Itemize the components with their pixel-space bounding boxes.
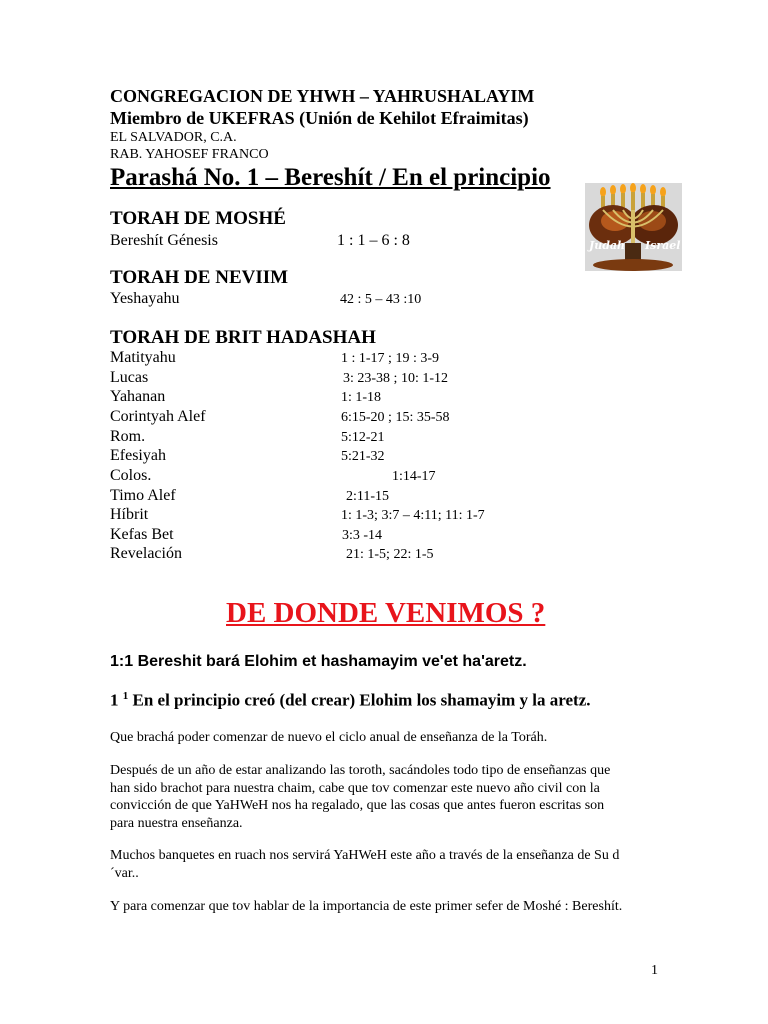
brit-ref: 1: 1-3; 3:7 – 4:11; 11: 1-7 bbox=[341, 508, 485, 523]
verse-superscript: 1 bbox=[122, 690, 129, 702]
congregation-name: CONGREGACION DE YHWH – YAHRUSHALAYIM bbox=[110, 86, 535, 106]
main-title: DE DONDE VENIMOS ? bbox=[226, 597, 546, 629]
brit-book: Yahanan bbox=[110, 388, 166, 405]
brit-ref: 5:12-21 bbox=[341, 430, 385, 445]
torah-book: Bereshít Génesis bbox=[110, 232, 218, 249]
brit-book: Timo Alef bbox=[110, 487, 176, 504]
brit-book: Lucas bbox=[110, 369, 149, 386]
brit-book: Revelación bbox=[110, 545, 182, 562]
paragraph: Después de un año de estar analizando las toroth, sacándoles todo tipo de enseñanzas que han sido brachot para nuestra chaim, cabe que tov comenzar este nuevo año civil con la convicción de que YaHWeH nos ha regalado, que las cosas que antes fueron escritas son para nuestra enseñanza. bbox=[110, 763, 611, 831]
brit-book: Corintyah Alef bbox=[110, 408, 206, 425]
brit-book: Matityahu bbox=[110, 349, 176, 366]
torah-ref: 1 : 1 – 6 : 8 bbox=[337, 232, 410, 249]
brit-ref: 1 : 1-17 ; 19 : 3-9 bbox=[341, 351, 439, 366]
page-number: 1 bbox=[651, 963, 658, 978]
brit-ref: 6:15-20 ; 15: 35-58 bbox=[341, 410, 450, 425]
menorah-tree-icon bbox=[585, 183, 682, 271]
brit-book: Efesiyah bbox=[110, 447, 166, 464]
brit-book: Híbrit bbox=[110, 506, 149, 523]
torah-heading: TORAH DE MOSHÉ bbox=[110, 208, 286, 229]
logo-judah-text: Judah bbox=[589, 239, 626, 252]
neviim-heading: TORAH DE NEVIIM bbox=[110, 267, 289, 288]
brit-ref: 2:11-15 bbox=[346, 489, 390, 504]
brit-book: Colos. bbox=[110, 467, 152, 484]
verse-text: En el principio creó (del crear) Elohim los shamayim y la aretz. bbox=[132, 690, 591, 710]
rabbi-line: RAB. YAHOSEF FRANCO bbox=[110, 147, 269, 162]
spanish-verse bbox=[110, 690, 591, 711]
neviim-ref: 42 : 5 – 43 :10 bbox=[340, 292, 422, 307]
brit-ref: 3:3 -14 bbox=[342, 528, 383, 543]
judah-israel-logo bbox=[585, 183, 682, 271]
paragraph: Que brachá poder comenzar de nuevo el ciclo anual de enseñanza de la Toráh. bbox=[110, 730, 548, 745]
brit-ref: 5:21-32 bbox=[341, 449, 385, 464]
paragraph: Muchos banquetes en ruach nos servirá YaHWeH este año a través de la enseñanza de Su d´var.. bbox=[110, 848, 620, 881]
brit-ref: 21: 1-5; 22: 1-5 bbox=[346, 547, 434, 562]
parasha-title: Parashá No. 1 – Bereshít / En el principio bbox=[110, 164, 551, 191]
brit-heading: TORAH DE BRIT HADASHAH bbox=[110, 327, 376, 348]
verse-number: 1 bbox=[110, 690, 119, 710]
brit-ref: 1: 1-18 bbox=[341, 390, 382, 405]
neviim-book: Yeshayahu bbox=[110, 290, 180, 307]
brit-ref: 1:14-17 bbox=[392, 469, 436, 484]
brit-ref: 3: 23-38 ; 10: 1-12 bbox=[343, 371, 448, 386]
logo-israel-text: Israel bbox=[645, 239, 681, 252]
brit-book: Kefas Bet bbox=[110, 526, 174, 543]
membership-line: Miembro de UKEFRAS (Unión de Kehilot Efraimitas) bbox=[110, 108, 529, 128]
paragraph: Y para comenzar que tov hablar de la importancia de este primer sefer de Moshé : Bereshít. bbox=[110, 899, 623, 914]
hebrew-verse: 1:1 Bereshit bará Elohim et hashamayim ve'et ha'aretz. bbox=[110, 653, 527, 670]
brit-book: Rom. bbox=[110, 428, 146, 445]
location-line: EL SALVADOR, C.A. bbox=[110, 130, 237, 145]
